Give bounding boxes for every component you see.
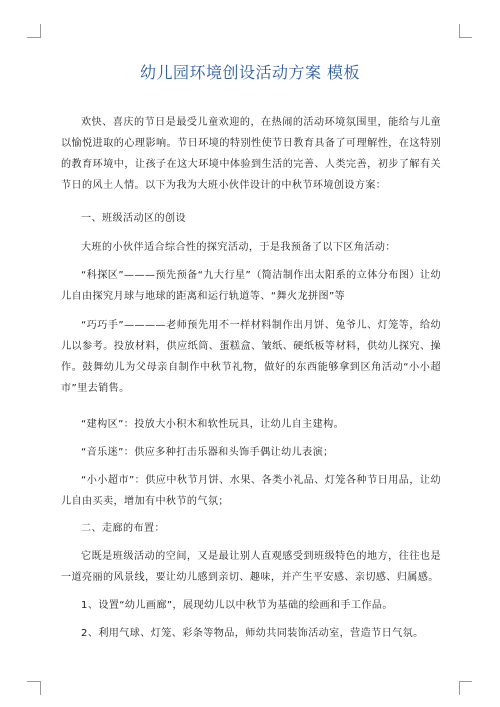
- list-item-2: 2、利用气球、灯笼、彩条等物品，师幼共同装饰活动室，营造节日气氛。: [81, 628, 424, 639]
- crop-mark-top-left-h: [27, 37, 40, 38]
- crop-mark-top-right-v: [459, 24, 460, 38]
- crop-mark-bottom-right-v: [459, 681, 460, 695]
- crop-mark-bottom-right-h: [459, 681, 472, 682]
- crop-mark-top-right-h: [459, 37, 472, 38]
- paragraph-corridor: 它既是班级活动的空间，又是最让别人直观感受到班级特色的地方，往往也是一道亮丽的风景线，要让幼儿感到亲切、趣味，并产生平安感、亲切感、归属感。: [61, 551, 441, 583]
- section-heading-class-areas: 一、班级活动区的创设: [81, 213, 186, 224]
- paragraph-building-area: “建构区”：投放大小积木和软性玩具，让幼儿自主建构。: [81, 419, 345, 430]
- section-heading-corridor: 二、走廊的布置：: [81, 523, 165, 534]
- intro-paragraph: 欢快、喜庆的节日是最受儿童欢迎的，在热闹的活动环境氛围里，能给与儿童以愉悦进取的心理影响。节日环境的特别性使节日教育具备了可理解性，在这特别的教育环境中，让孩子在这大环境中体验到生活的完善、人类完善，初步了解有关节日的风土人情。以下为我为大班小伙伴设计的中秋节环境创设方案：: [61, 117, 441, 191]
- paragraph-mini-market: “小小超市”：供应中秋节月饼、水果、各类小礼品、灯笼各种节日用品，让幼儿自由买卖，增加有中秋节的气氛；: [61, 475, 441, 507]
- crop-mark-bottom-left-v: [40, 681, 41, 695]
- paragraph-science-area: “科探区”———预先预备“九大行星”（简洁制作出太阳系的立体分布图）让幼儿自由探究月球与地球的距离和运行轨道等、“舞火龙拼图”等: [61, 270, 441, 302]
- document-title: 幼儿园环境创设活动方案 模板: [139, 63, 361, 82]
- crop-mark-top-left-v: [40, 24, 41, 38]
- paragraph-music-area: “音乐迷”：供应多种打击乐器和头饰手偶让幼儿表演；: [81, 447, 334, 458]
- crop-mark-bottom-left-h: [27, 681, 40, 682]
- paragraph-crafts-area: “巧巧手”————老师预先用不一样材料制作出月饼、兔爷儿、灯笼等，给幼儿以参考。投放材料，供应纸筒、蛋糕盒、皱纸、硬纸板等材料，供幼儿探究、操作。鼓舞幼儿为父母亲自制作中秋节礼物，做好的东西能够拿到区角活动“小小超市”里去销售。: [61, 320, 441, 394]
- list-item-1: 1、设置“幼儿画廊”，展现幼儿以中秋节为基础的绘画和手工作品。: [81, 600, 393, 611]
- paragraph-activity-areas: 大班的小伙伴适合综合性的探究活动，于是我预备了以下区角活动：: [81, 242, 396, 253]
